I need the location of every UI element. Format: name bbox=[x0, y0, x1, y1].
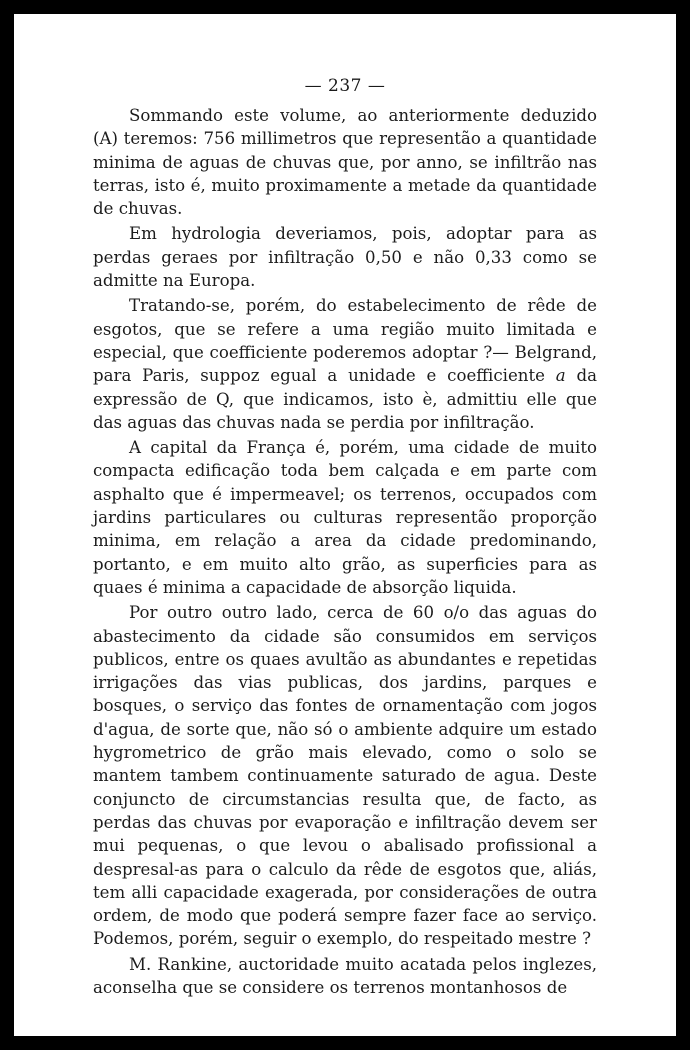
paragraph-6: M. Rankine, auctoridade muito acatada pelos inglezes, aconselha que se considere os terrenos montanhosos de bbox=[93, 954, 597, 997]
body-text bbox=[93, 104, 597, 999]
paragraph-4: A capital da França é, porém, uma cidade de muito compacta edificação toda bem calçada e em parte com asphalto que é impermeavel; os terrenos, occupados com jardins particulares ou culturas representão proporção minima, em relação a area da cidade predominando, portanto, e em muito alto grão, as superficies para as quaes é minima a capacidade de absorção liquida. bbox=[93, 438, 597, 597]
paragraph-2: Em hydrologia deveriamos, pois, adoptar para as perdas geraes por infiltração 0,50 e não 0,33 como se admitte na Europa. bbox=[93, 224, 597, 291]
paragraph-5: Por outro outro lado, cerca de 60 o/o das aguas do abastecimento da cidade são consumidos em serviços publicos, entre os quaes avultão as abundantes e repetidas irrigações das vias publicas, dos jardins, parques e bosques, o serviço das fontes de ornamentação com jogos d'agua, de sorte que, não só o ambiente adquire um estado hygrometrico de grão mais elevado, como o solo se mantem tambem continuamente saturado de agua. Deste conjuncto de circumstancias resulta que, de facto, as perdas das chuvas por evaporação e infiltração devem ser mui pequenas, o que levou o abalisado profissional a despresal-as para o calculo da rêde de esgotos que, aliás, tem alli capacidade exagerada, por considerações de outra ordem, de modo que poderá sempre fazer face ao serviço. Podemos, porém, seguir o exemplo, do respeitado mestre ? bbox=[93, 603, 597, 949]
paragraph-1: Sommando este volume, ao anteriormente deduzido (A) teremos: 756 millimetros que representão a quantidade minima de aguas de chuvas que, por anno, se infiltrão nas terras, isto é, muito proximamente a metade da quantidade de chuvas. bbox=[93, 106, 597, 219]
coefficient-symbol: a bbox=[555, 366, 566, 386]
paragraph-3-text-after: da expressão de Q, que indicamos, isto è, admittiu elle que das aguas das chuvas nada se perdia por infiltração. bbox=[93, 366, 597, 432]
paragraph-3-text-before: Tratando-se, porém, do estabelecimento de rêde de esgotos, que se refere a uma região muito limitada e especial, que coefficiente poderemos adoptar ?— Belgrand, para Paris, suppoz egual a unidade e coefficiente bbox=[93, 296, 597, 386]
document-page bbox=[14, 14, 676, 1036]
paragraph-3 bbox=[93, 294, 597, 434]
page-number: — 237 — bbox=[304, 76, 386, 96]
